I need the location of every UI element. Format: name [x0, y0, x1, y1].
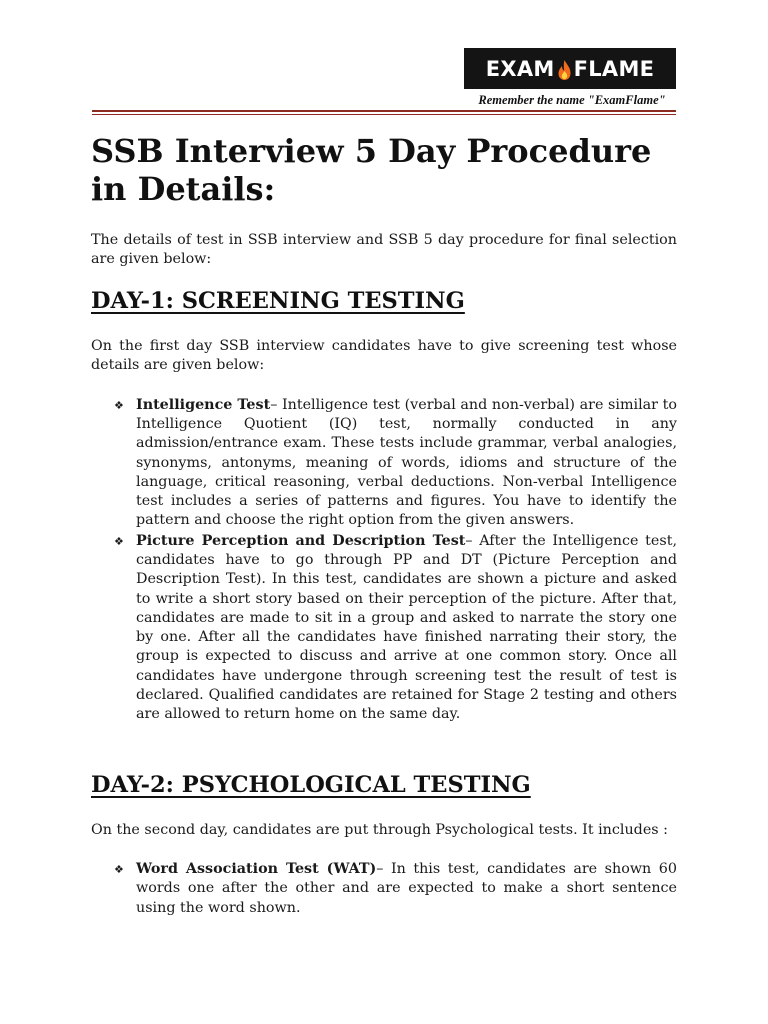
test-description: – In this test, candidates are shown 60 words one after the other and are expected to make a short sentence using the word shown.: [136, 861, 677, 916]
page-title: SSB Interview 5 Day Procedure in Details:: [91, 132, 652, 208]
test-name: Intelligence Test: [136, 396, 271, 413]
test-description: – After the Intelligence test, candidates have to go through PP and DT (Picture Perception and Description Test). In this test, candidates are shown a picture and asked to write a short story based on their perception of the picture. After that, candidates are made to sit in a group and asked to narrate the story one by one. After all the candidates have finished narrating their story, the group is expected to discuss and arrive at one common story. Once all candidates have undergone through screening test the result of test is declared. Qualified candidates are retained for Stage 2 testing and others are allowed to return home on the same day.: [136, 532, 677, 723]
test-description: – Intelligence test (verbal and non-verbal) are similar to Intelligence Quotient (IQ) test, normally conducted in any admission/entrance exam. These tests include grammar, verbal analogies, synonyms, antonyms, meaning of words, idioms and structure of the language, critical reasoning, verbal deductions. Non-verbal Intelligence test includes a series of patterns and figures. You have to identify the pattern and choose the right option from the given answers.: [136, 396, 678, 529]
day1-intro: On the first day SSB interview candidates have to give screening test whose details are given below:: [91, 337, 677, 374]
header-rule-thick: [92, 110, 676, 112]
day2-intro: On the second day, candidates are put through Psychological tests. It includes :: [91, 821, 668, 838]
list-item: [114, 396, 678, 531]
day2-heading: DAY-2: PSYCHOLOGICAL TESTING: [91, 771, 531, 798]
day1-test-list: [91, 396, 677, 725]
diamond-bullet-icon: ❖: [114, 398, 124, 412]
test-name: Picture Perception and Description Test: [136, 532, 466, 549]
list-item: [114, 532, 677, 725]
flame-icon: [558, 59, 571, 81]
logo-word-flame: FLAME: [573, 56, 655, 81]
day1-section-header: [91, 287, 677, 315]
test-name: Word Association Test (WAT): [136, 861, 377, 878]
logo-tagline: Remember the name "ExamFlame": [478, 93, 666, 107]
day2-section-header: [91, 771, 677, 799]
header-rule-thin: [92, 114, 676, 115]
logo-word-exam: EXAM: [485, 56, 555, 81]
document-body: [91, 132, 677, 918]
day1-heading: DAY-1: SCREENING TESTING: [91, 287, 465, 314]
diamond-bullet-icon: ❖: [114, 863, 124, 877]
list-item: [114, 860, 677, 918]
examflame-logo: [464, 48, 676, 89]
diamond-bullet-icon: ❖: [114, 534, 124, 548]
intro-paragraph: The details of test in SSB interview and SSB 5 day procedure for final selection are given below:: [91, 232, 677, 268]
day2-test-list: [91, 860, 677, 918]
